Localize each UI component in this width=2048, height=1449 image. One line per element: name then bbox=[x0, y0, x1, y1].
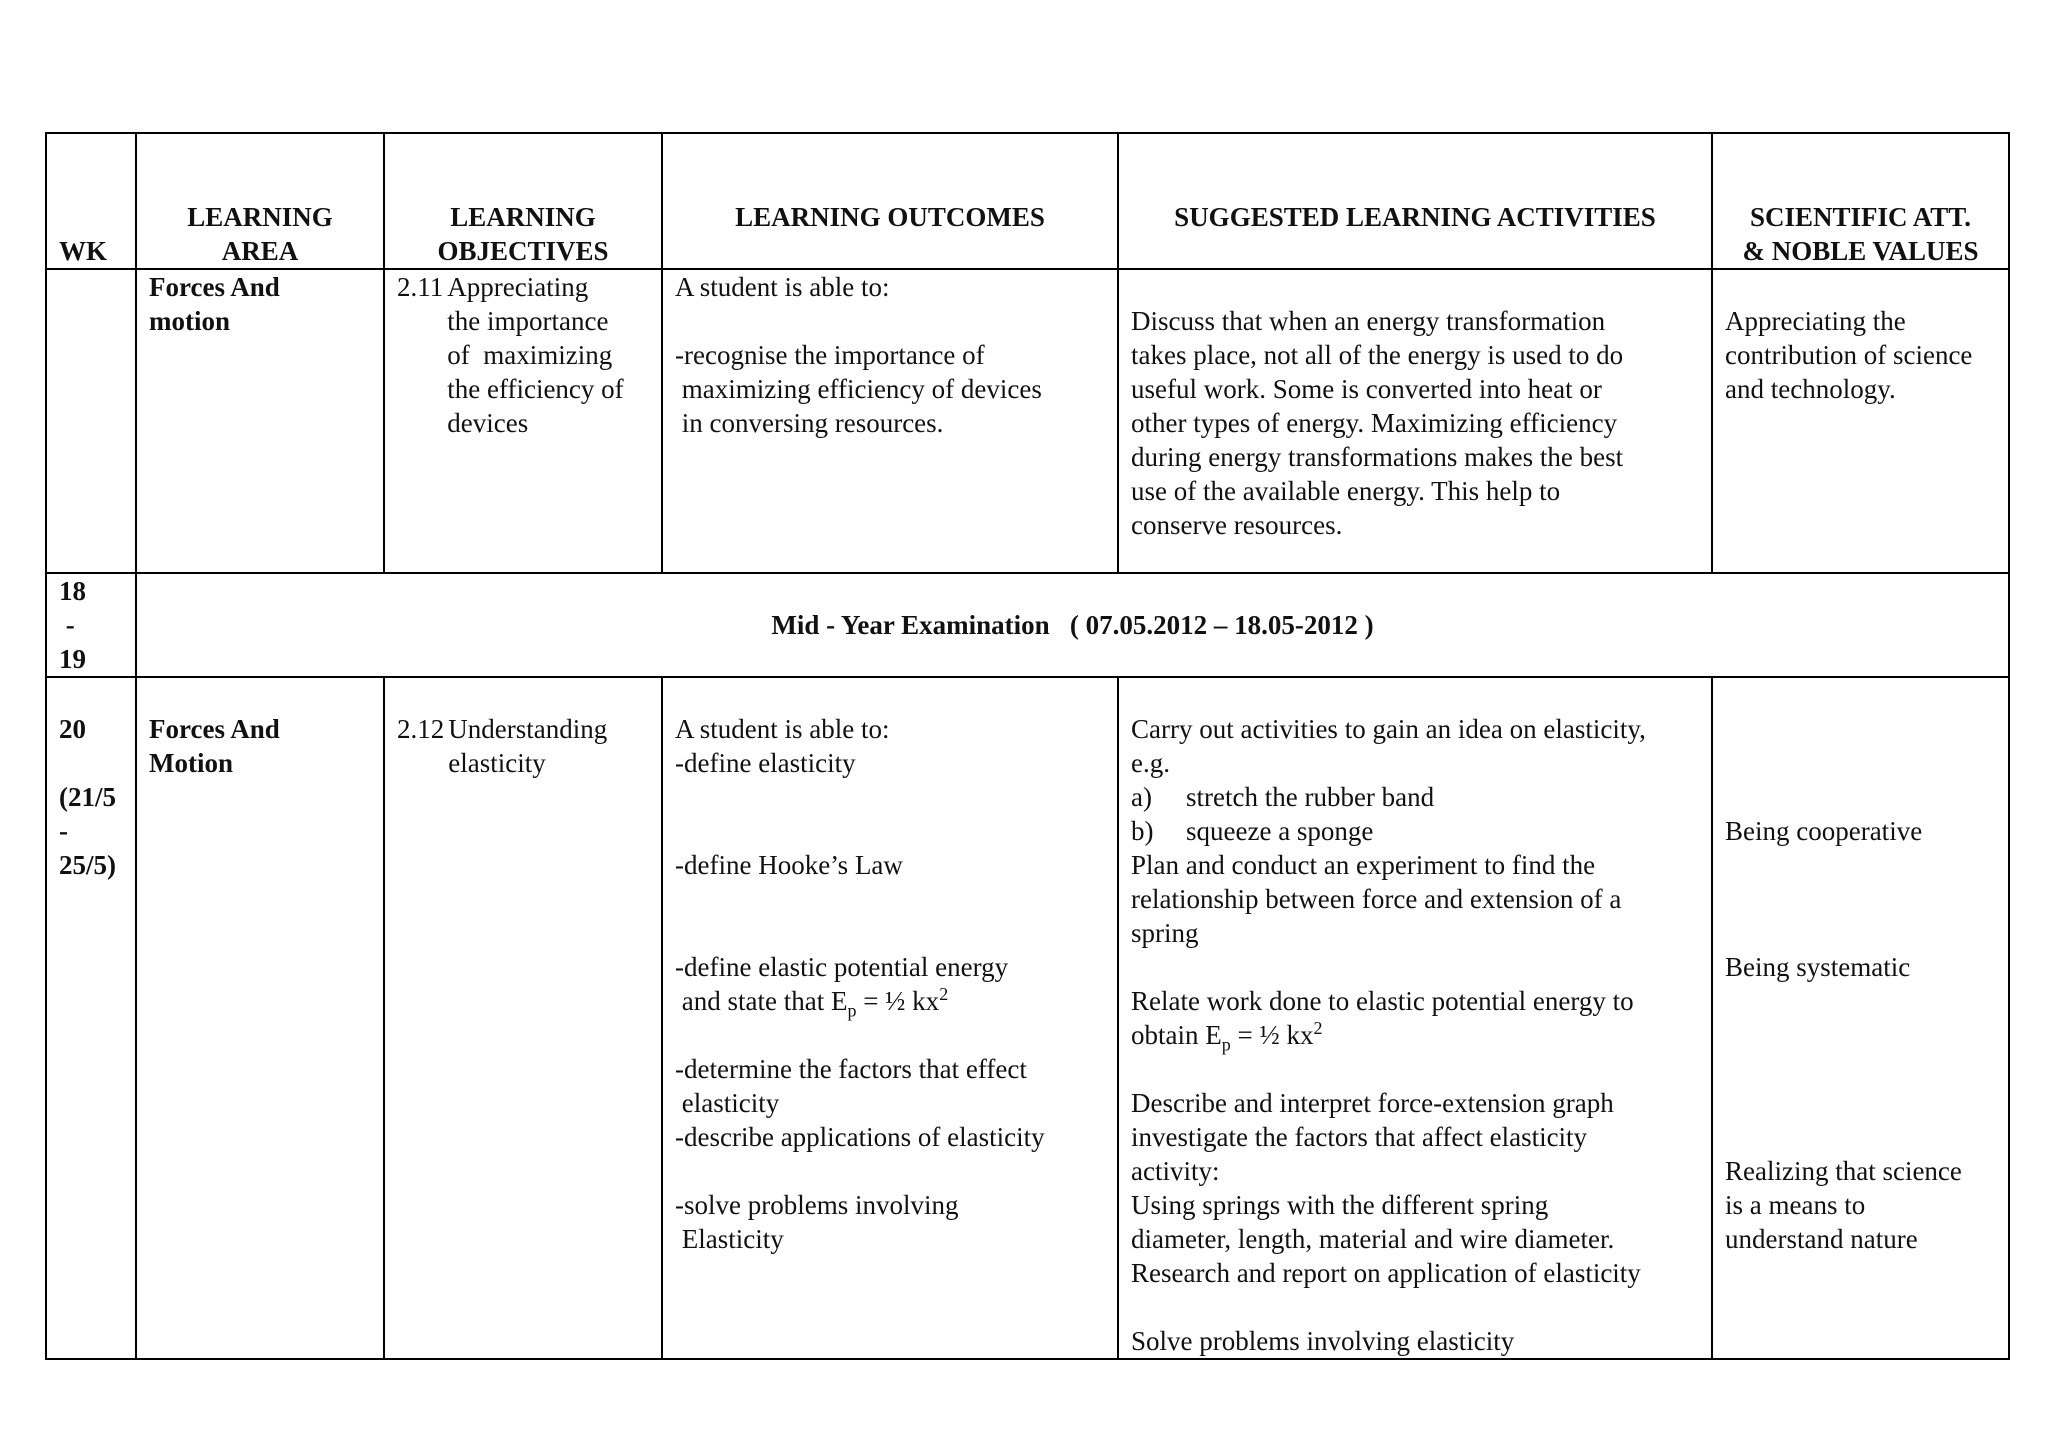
scheme-of-work-table bbox=[45, 132, 2010, 1360]
header-suggested-activities: SUGGESTED LEARNING ACTIVITIES bbox=[1118, 133, 1712, 269]
list-item: a) stretch the rubber band bbox=[1131, 782, 1435, 812]
list-item: b) squeeze a sponge bbox=[1131, 816, 1374, 846]
header-wk: WK bbox=[46, 133, 136, 269]
row1-activities: Discuss that when an energy transformation takes place, not all of the energy is used to do useful work. Some is converted into heat or other types of energy. Maximizing efficiency during energy transformations makes the best use of the available energy. This help to conserve resources. bbox=[1118, 269, 1712, 573]
row1-area: Forces And motion bbox=[136, 269, 384, 573]
row3-activities: Carry out activities to gain an idea on elasticity, e.g. a) stretch the rubber band b) squeeze a sponge Plan and conduct an experiment to find the relationship between force and extension of a spring Relate work done to elastic potential energy to obtain $E_p$ = ½ $kx^2$ Describe and interpret force-extension graph investigate the factors that affect elasticity activity: Using springs with the different spring diameter, length, material and wire diameter. Research and report on application of elasticity Solve problems involving elasticity bbox=[1118, 677, 1712, 1359]
table-row bbox=[46, 269, 2009, 573]
row3-outcomes: A student is able to: -define elasticity -define Hooke’s Law -define elastic potential energy and state that $E_p$ = ½ $kx^2$ -determine the factors that effect elasticity -describe applications of elasticity -solve problems involving Elasticity bbox=[662, 677, 1118, 1359]
table-row bbox=[46, 573, 2009, 677]
header-learning-area: LEARNING AREA bbox=[136, 133, 384, 269]
row3-wk: 20 (21/5 - 25/5) bbox=[46, 677, 136, 1359]
table-row bbox=[46, 677, 2009, 1359]
row1-outcomes: A student is able to: -recognise the importance of maximizing efficiency of devices in conversing resources. bbox=[662, 269, 1118, 573]
header-values: SCIENTIFIC ATT. & NOBLE VALUES bbox=[1712, 133, 2009, 269]
row2-wk: 18 - 19 bbox=[46, 573, 136, 677]
row3-values: Being cooperative Being systematic Realizing that science is a means to understand nature bbox=[1712, 677, 2009, 1359]
row1-objective: 2.11 Appreciating the importance of maximizing the efficiency of devices bbox=[384, 269, 662, 573]
table-header-row bbox=[46, 133, 2009, 269]
row3-objective: 2.12 Understanding elasticity bbox=[384, 677, 662, 1359]
row1-wk bbox=[46, 269, 136, 573]
header-learning-objectives: LEARNING OBJECTIVES bbox=[384, 133, 662, 269]
mid-year-examination: Mid - Year Examination ( 07.05.2012 – 18.05-2012 ) bbox=[136, 573, 2009, 677]
row3-area: Forces And Motion bbox=[136, 677, 384, 1359]
header-learning-outcomes: LEARNING OUTCOMES bbox=[662, 133, 1118, 269]
row1-values: Appreciating the contribution of science and technology. bbox=[1712, 269, 2009, 573]
